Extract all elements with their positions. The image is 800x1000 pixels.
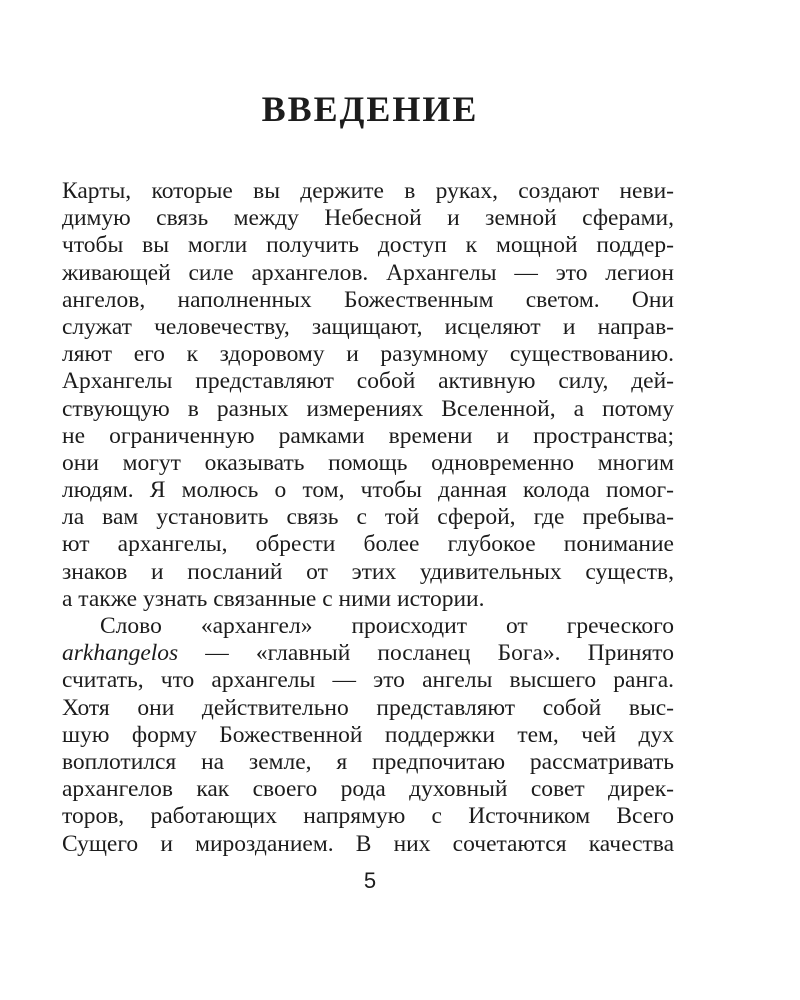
text-line: шую форму Божественной поддержки тем, чей дух [62, 721, 674, 748]
text-line: ют архангелы, обрести более глубокое понимание [62, 531, 674, 558]
text-line: живающей силе архангелов. Архангелы — это легион [62, 259, 674, 286]
text-line: считать, что архангелы — это ангелы высшего ранга. [62, 667, 674, 694]
text-line: торов, работающих напрямую с Источником Всего [62, 803, 674, 830]
text-line: не ограниченную рамками времени и пространства; [62, 422, 674, 449]
text-line: людям. Я молюсь о том, чтобы данная колода помог- [62, 477, 674, 504]
text-line: Слово «архангел» происходит от греческого [100, 613, 674, 639]
text-line: димую связь между Небесной и земной сферами, [62, 205, 674, 232]
text-line: ангелов, наполненных Божественным светом. Они [62, 286, 674, 313]
text-line: чтобы вы могли получить доступ к мощной поддер- [62, 232, 674, 259]
italic-term: arkhangelos [62, 640, 179, 667]
text-line: ствующую в разных измерениях Вселенной, а потому [62, 395, 674, 422]
text-line: Карты, которые вы держите в руках, создают неви- [62, 178, 674, 204]
text-line: воплотился на земле, я предпочитаю рассматривать [62, 748, 674, 775]
text-line-rest: — «главный посланец Бога». Принято [205, 640, 674, 667]
text-line: они могут оказывать помощь одновременно многим [62, 449, 674, 476]
text-line: ла вам установить связь с той сферой, где пребыва- [62, 504, 674, 531]
text-line: а также узнать связанные с ними истории. [62, 585, 485, 612]
text-line: архангелов как своего рода духовный совет дирек- [62, 776, 674, 803]
body-text [62, 178, 674, 858]
text-line: ляют его к здоровому и разумному существованию. [62, 341, 674, 368]
text-line: Хотя они действительно представляют собой выс- [62, 694, 674, 721]
text-line: служат человечеству, защищают, исцеляют и направ- [62, 313, 674, 340]
text-line: Сущего и мирозданием. В них сочетаются качества [62, 830, 674, 857]
text-line: знаков и посланий от этих удивительных существ, [62, 558, 674, 585]
text-line-mixed [62, 640, 674, 667]
text-line: Архангелы представляют собой активную силу, дей- [62, 368, 674, 395]
chapter-title: ВВЕДЕНИЕ [261, 89, 479, 129]
page-number: 5 [363, 868, 377, 893]
